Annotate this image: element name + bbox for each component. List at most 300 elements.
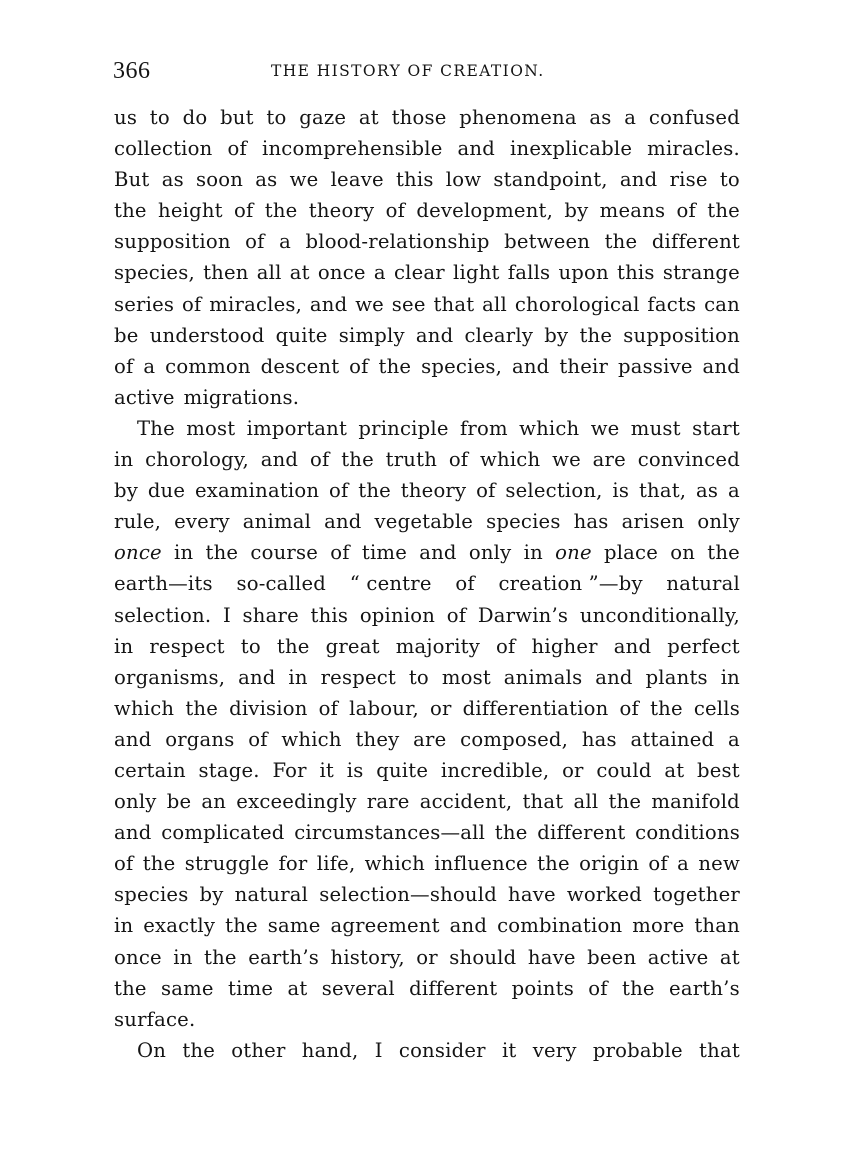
word: points [511, 976, 574, 1000]
word: together [653, 883, 740, 907]
word: the [204, 945, 237, 969]
word: of [114, 354, 134, 378]
word: influence [434, 852, 528, 876]
word: new [698, 852, 740, 876]
word: the [579, 323, 613, 347]
word: organs [165, 727, 235, 751]
word: once [114, 541, 162, 565]
word: different [537, 821, 626, 845]
text-line [114, 879, 740, 910]
word: height [158, 199, 223, 223]
word: phenomena [459, 106, 577, 129]
word: once [317, 261, 366, 285]
word: the [707, 199, 740, 223]
text-line [114, 724, 740, 755]
word: which [281, 727, 342, 751]
word: a [728, 727, 740, 751]
word: those [391, 106, 447, 129]
word: labour, [349, 696, 419, 720]
word: due [147, 479, 186, 503]
word: very [532, 1038, 577, 1062]
word: the [650, 696, 683, 720]
word: time [228, 976, 274, 1000]
word: a [677, 852, 690, 876]
word: strange [662, 261, 740, 285]
page-number: 366 [113, 58, 151, 84]
word: opinion [359, 603, 436, 627]
word: on [670, 541, 696, 565]
word: be [166, 790, 192, 814]
word: and [419, 541, 457, 565]
word: of [349, 354, 369, 378]
word: of [330, 541, 350, 565]
word: “ centre [349, 572, 432, 596]
word: the [114, 199, 147, 223]
word: simply [338, 323, 405, 347]
word: in [288, 665, 308, 689]
word: species [114, 883, 189, 907]
word: unconditionally, [579, 603, 740, 627]
page-header [113, 58, 743, 90]
text-line [114, 320, 740, 351]
word: plants [645, 665, 708, 689]
text-line [114, 351, 740, 382]
word: truth [385, 448, 438, 472]
word: selection, [505, 479, 603, 503]
word: exactly [143, 914, 216, 938]
word: of [248, 727, 268, 751]
word: at [664, 758, 685, 782]
word: and [238, 665, 276, 689]
word: important [246, 416, 348, 440]
word: The [137, 416, 175, 440]
word: is [612, 479, 630, 503]
word: incomprehensible [261, 137, 443, 161]
word: be [114, 323, 139, 347]
word: or [429, 696, 452, 720]
word: and [415, 323, 454, 347]
word: in [523, 541, 543, 565]
word: or [562, 758, 584, 782]
word: different [409, 976, 498, 1000]
word: as [161, 168, 184, 192]
text-line [114, 817, 740, 848]
word: selection—should [319, 883, 497, 907]
word: principle [358, 416, 449, 440]
word: and [702, 354, 740, 378]
word: they [355, 727, 400, 751]
word: are [592, 448, 626, 472]
word: the [142, 852, 176, 876]
word: low [445, 168, 482, 192]
text-line [114, 289, 740, 320]
word: species, [421, 354, 503, 378]
word: combination [497, 914, 623, 938]
word: at [289, 261, 310, 285]
text-line [114, 568, 740, 599]
word: agreement [330, 914, 440, 938]
text-line [114, 475, 740, 506]
word: at [719, 945, 740, 969]
text-line [114, 195, 740, 226]
word: have [508, 883, 556, 907]
word: place [603, 541, 659, 565]
text-line [114, 226, 740, 257]
word: and [619, 168, 658, 192]
word: this [310, 603, 349, 627]
word: natural [234, 883, 309, 907]
word: of [385, 199, 406, 223]
word: the [182, 1038, 216, 1062]
word: all [482, 292, 507, 316]
word: collection [114, 137, 213, 161]
word: falls [507, 261, 551, 285]
word: us [114, 106, 138, 129]
text-line [114, 631, 740, 662]
word: supposition [623, 323, 740, 347]
word: rise [669, 168, 708, 192]
text-line [114, 662, 740, 693]
word: quite [275, 323, 328, 347]
word: by [114, 479, 139, 503]
word: have [527, 945, 576, 969]
word: an [201, 790, 227, 814]
word: of [455, 572, 475, 596]
word: chorological [514, 292, 640, 316]
running-title: THE HISTORY OF CREATION. [271, 62, 545, 80]
word: standpoint, [493, 168, 608, 192]
word: rule, [114, 510, 162, 534]
word: in [720, 665, 740, 689]
word: a [727, 479, 740, 503]
word: the [622, 976, 655, 1000]
word: a [373, 261, 386, 285]
word: miracles, [209, 292, 303, 316]
word: vegetable [374, 510, 474, 534]
word: that [699, 1038, 740, 1062]
word: and [114, 727, 152, 751]
word: of [227, 137, 247, 161]
word: should [449, 945, 517, 969]
word: earth’s [669, 976, 740, 1000]
word: convinced [637, 448, 740, 472]
word: could [596, 758, 652, 782]
word: differentiation [462, 696, 609, 720]
word: struggle [184, 852, 270, 876]
word: by [199, 883, 224, 907]
word: means [599, 199, 666, 223]
word: higher [531, 634, 598, 658]
word: the [341, 448, 374, 472]
word: of [619, 696, 639, 720]
word: several [321, 976, 395, 1000]
word: manifold [651, 790, 740, 814]
word: theory [308, 199, 375, 223]
word: understood [149, 323, 265, 347]
word: common [165, 354, 251, 378]
word: in [114, 634, 134, 658]
text-line [114, 413, 740, 444]
word: must [630, 416, 681, 440]
word: I [374, 1038, 383, 1062]
word: soon [196, 168, 244, 192]
word: selection. [114, 603, 212, 627]
word: complicated [161, 821, 285, 845]
text-line [114, 973, 740, 1004]
word: leave [330, 168, 384, 192]
word: of [648, 852, 668, 876]
text-line [114, 1035, 740, 1066]
word: and [511, 354, 550, 378]
word: are [413, 727, 447, 751]
word: blood-relationship [305, 230, 490, 254]
word: and [613, 634, 652, 658]
word: and [449, 914, 488, 938]
word: upon [558, 261, 609, 285]
word: this [395, 168, 434, 192]
word: as [696, 479, 719, 503]
word: miracles. [647, 137, 740, 161]
word: as [255, 168, 278, 192]
word: then [203, 261, 249, 285]
word: other [231, 1038, 286, 1062]
word: in [114, 914, 134, 938]
word: history, [330, 945, 405, 969]
word: the [358, 479, 391, 503]
word: But [114, 168, 150, 192]
word: of [448, 448, 469, 472]
word: species [486, 510, 561, 534]
word: of [234, 199, 254, 223]
word: for [278, 852, 308, 876]
word: natural [666, 572, 740, 596]
word: same [161, 976, 214, 1000]
word: this [617, 261, 655, 285]
word: the [537, 852, 570, 876]
word: conditions [635, 821, 740, 845]
word: that [433, 292, 475, 316]
word: gaze [299, 106, 347, 129]
word: facts [647, 292, 697, 316]
word: the [276, 634, 310, 658]
word: the [264, 199, 298, 223]
word: cells [693, 696, 740, 720]
text-line [114, 693, 740, 724]
word: the [185, 696, 219, 720]
text-line [114, 600, 740, 631]
word: animals [503, 665, 583, 689]
word: species, [114, 261, 195, 285]
word: the [205, 541, 239, 565]
word: of [676, 199, 696, 223]
word: been [587, 945, 637, 969]
word: same [267, 914, 321, 938]
word: animal [242, 510, 312, 534]
text-line [114, 942, 740, 973]
word: in [174, 541, 194, 565]
word: it [319, 758, 335, 782]
word: composed, [460, 727, 569, 751]
word: but [220, 106, 254, 129]
word: one [555, 541, 592, 565]
word: organisms, [114, 665, 226, 689]
word: or [416, 945, 438, 969]
word: has [581, 727, 617, 751]
word: at [287, 976, 308, 1000]
word: certain [114, 758, 186, 782]
word: best [697, 758, 740, 782]
word: descent [260, 354, 340, 378]
word: so-called [236, 572, 327, 596]
word: exceedingly [236, 790, 357, 814]
word: and [309, 292, 348, 316]
word: arisen [621, 510, 685, 534]
word: and [324, 510, 362, 534]
word: I [222, 603, 231, 627]
word: great [325, 634, 380, 658]
word: clearly [464, 323, 534, 347]
word: active [647, 945, 709, 969]
word: by [564, 199, 589, 223]
word: we [552, 448, 581, 472]
word: to [719, 168, 740, 192]
word: only [114, 790, 157, 814]
word: we [289, 168, 319, 192]
word: examination [194, 479, 320, 503]
word: more [632, 914, 685, 938]
word: of [309, 448, 330, 472]
body-text [114, 102, 740, 1066]
word: confused [648, 106, 740, 129]
word: life, [316, 852, 356, 876]
word: as [589, 106, 612, 129]
word: all [256, 261, 282, 285]
word: which [364, 852, 425, 876]
word: inexplicable [510, 137, 633, 161]
word: respect [149, 634, 225, 658]
word: do [182, 106, 208, 129]
word: which [114, 696, 175, 720]
word: attained [630, 727, 715, 751]
word: the [604, 230, 638, 254]
word: most [441, 665, 491, 689]
text-line [114, 1004, 740, 1035]
word: between [504, 230, 591, 254]
word: of [114, 852, 134, 876]
word: which [519, 416, 580, 440]
word: their [559, 354, 609, 378]
text-line [114, 257, 740, 288]
word: in [173, 945, 193, 969]
word: and [114, 821, 152, 845]
word: and [457, 137, 495, 161]
word: of [476, 479, 496, 503]
word: only [468, 541, 512, 565]
word: every [174, 510, 230, 534]
word: the [707, 541, 740, 565]
word: hand, [301, 1038, 359, 1062]
text-line [114, 506, 740, 537]
word: respect [320, 665, 396, 689]
word: of [245, 230, 265, 254]
word: the [494, 821, 528, 845]
word: series [114, 292, 175, 316]
text-line [114, 755, 740, 786]
word: to [240, 634, 261, 658]
word: only [697, 510, 740, 534]
word: can [704, 292, 740, 316]
word: incredible, [440, 758, 550, 782]
text-line [114, 537, 740, 568]
word: the [608, 790, 642, 814]
word: passive [617, 354, 693, 378]
word: earth—its [114, 572, 213, 596]
word: see [391, 292, 426, 316]
word: time [361, 541, 407, 565]
word: quite [376, 758, 429, 782]
word: surface. [114, 1007, 196, 1031]
word: and [595, 665, 633, 689]
word: worked [566, 883, 643, 907]
word: which [480, 448, 541, 472]
text-line [114, 910, 740, 941]
text-line [114, 102, 740, 133]
word: origin [579, 852, 640, 876]
word: earth’s [248, 945, 320, 969]
word: accident, [419, 790, 513, 814]
word: most [186, 416, 236, 440]
word: we [590, 416, 620, 440]
text-line [114, 786, 740, 817]
word: creation ”—by [498, 572, 643, 596]
word: to [266, 106, 287, 129]
word: rare [366, 790, 410, 814]
word: migrations. [183, 385, 300, 409]
word: it [501, 1038, 517, 1062]
word: division [229, 696, 308, 720]
word: at [358, 106, 379, 129]
word: supposition [114, 230, 231, 254]
word: For [272, 758, 307, 782]
text-line [114, 133, 740, 164]
word: in [114, 448, 134, 472]
word: to [408, 665, 429, 689]
word: by [544, 323, 569, 347]
word: of [588, 976, 608, 1000]
word: circumstances—all [294, 821, 486, 845]
word: perfect [667, 634, 740, 658]
text-line [114, 444, 740, 475]
word: On [137, 1038, 167, 1062]
word: than [694, 914, 740, 938]
word: consider [398, 1038, 486, 1062]
word: of [329, 479, 349, 503]
word: different [651, 230, 740, 254]
word: a [624, 106, 637, 129]
word: to [149, 106, 170, 129]
word: chorology, [145, 448, 249, 472]
word: share [242, 603, 299, 627]
word: probable [592, 1038, 683, 1062]
word: Darwin’s [477, 603, 569, 627]
word: the [378, 354, 412, 378]
word: once [114, 945, 162, 969]
word: theory [400, 479, 467, 503]
word: all [573, 790, 599, 814]
word: we [355, 292, 384, 316]
word: of [318, 696, 339, 720]
word: of [181, 292, 202, 316]
